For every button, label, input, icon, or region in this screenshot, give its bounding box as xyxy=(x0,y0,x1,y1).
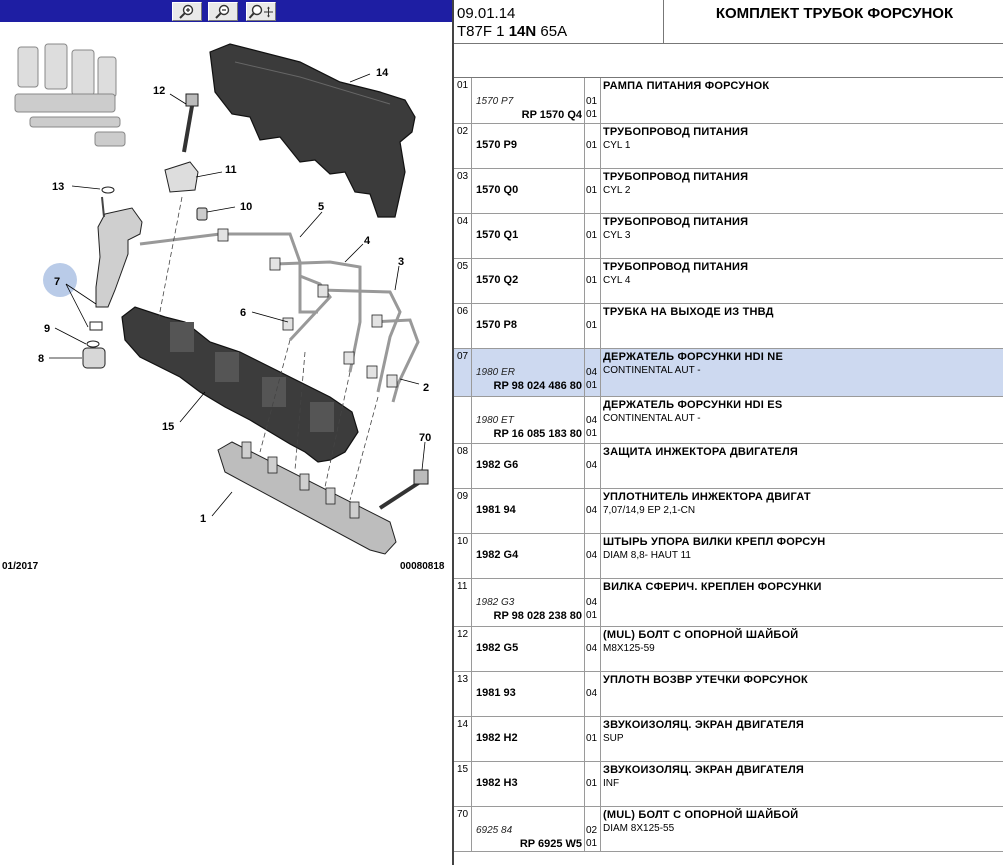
row-description xyxy=(601,444,1003,488)
row-quantity xyxy=(585,489,601,533)
row-quantity xyxy=(585,627,601,671)
zoom-toolbar xyxy=(0,0,452,22)
fuel-rail-part xyxy=(218,442,396,554)
callout-70[interactable]: 70 xyxy=(419,432,432,444)
row-reference xyxy=(472,762,585,806)
row-rp-reference[interactable]: RP 6925 W5 xyxy=(519,838,582,850)
row-reference xyxy=(472,169,585,213)
row-main-reference[interactable]: 1570 P8 xyxy=(476,319,517,331)
row-description xyxy=(601,169,1003,213)
row-number: 03 xyxy=(454,169,472,213)
row-number: 01 xyxy=(454,78,472,123)
row-number: 12 xyxy=(454,627,472,671)
row-number xyxy=(454,397,472,443)
row-qty-1: 04 xyxy=(586,460,598,471)
row-reference xyxy=(472,259,585,303)
row-alt-reference: 6925 84 xyxy=(476,825,513,836)
exploded-parts-diagram xyxy=(0,22,452,577)
row-reference xyxy=(472,807,585,851)
row-reference xyxy=(472,214,585,258)
row-subtitle: CYL 4 xyxy=(603,275,631,286)
row-number: 05 xyxy=(454,259,472,303)
row-description xyxy=(601,534,1003,578)
callout-2[interactable]: 2 xyxy=(423,382,430,394)
row-title: ТРУБОПРОВОД ПИТАНИЯ xyxy=(603,171,749,183)
parts-table xyxy=(454,78,1003,852)
parts-row[interactable] xyxy=(454,444,1003,489)
row-number: 06 xyxy=(454,304,472,348)
row-subtitle: M8X125-59 xyxy=(603,643,655,654)
row-title: ДЕРЖАТЕЛЬ ФОРСУНКИ HDI ES xyxy=(603,399,783,411)
row-quantity xyxy=(585,124,601,168)
row-title: ТРУБОПРОВОД ПИТАНИЯ xyxy=(603,261,749,273)
catalog-date: 09.01.14 xyxy=(457,5,516,22)
row-number: 14 xyxy=(454,717,472,761)
row-reference xyxy=(472,579,585,626)
row-main-reference[interactable]: 1570 Q2 xyxy=(476,274,519,286)
row-main-reference[interactable]: 1981 94 xyxy=(476,504,516,516)
row-quantity xyxy=(585,78,601,123)
zoom-out-icon xyxy=(214,4,232,19)
row-main-reference[interactable]: 1982 G4 xyxy=(476,549,519,561)
row-number: 11 xyxy=(454,579,472,626)
row-number: 08 xyxy=(454,444,472,488)
row-reference xyxy=(472,627,585,671)
row-qty-1: 04 xyxy=(586,415,598,426)
row-quantity xyxy=(585,259,601,303)
row-qty-1: 01 xyxy=(586,733,598,744)
row-title: ЗВУКОИЗОЛЯЦ. ЭКРАН ДВИГАТЕЛЯ xyxy=(603,719,804,731)
row-reference xyxy=(472,397,585,443)
row-title: ДЕРЖАТЕЛЬ ФОРСУНКИ HDI NE xyxy=(603,351,783,363)
row-alt-reference: 1982 G3 xyxy=(476,597,515,608)
callout-3[interactable]: 3 xyxy=(398,256,405,268)
parts-row[interactable] xyxy=(454,627,1003,672)
diagram-panel xyxy=(0,0,452,865)
parts-row[interactable] xyxy=(454,534,1003,579)
row-title: (MUL) БОЛТ С ОПОРНОЙ ШАЙБОЙ xyxy=(603,809,799,821)
row-main-reference[interactable]: 1982 G5 xyxy=(476,642,519,654)
row-subtitle: CYL 2 xyxy=(603,185,631,196)
parts-row[interactable] xyxy=(454,762,1003,807)
parts-row[interactable] xyxy=(454,169,1003,214)
parts-row[interactable] xyxy=(454,259,1003,304)
row-main-reference[interactable]: 1982 H3 xyxy=(476,777,518,789)
callout-5[interactable]: 5 xyxy=(318,201,325,213)
callout-6[interactable]: 6 xyxy=(240,307,247,319)
row-qty-2: 01 xyxy=(586,610,598,621)
row-subtitle: SUP xyxy=(603,733,624,744)
row-title: ВИЛКА СФЕРИЧ. КРЕПЛЕН ФОРСУНКИ xyxy=(603,581,822,593)
row-main-reference[interactable]: 1982 G6 xyxy=(476,459,519,471)
row-title: ШТЫРЬ УПОРА ВИЛКИ КРЕПЛ ФОРСУН xyxy=(603,536,826,548)
row-quantity xyxy=(585,762,601,806)
row-quantity xyxy=(585,579,601,626)
parts-row[interactable] xyxy=(454,214,1003,259)
row-title: УПЛОТНИТЕЛЬ ИНЖЕКТОРА ДВИГАТ xyxy=(603,491,811,503)
row-description xyxy=(601,579,1003,626)
row-qty-1: 01 xyxy=(586,320,598,331)
zoom-in-icon xyxy=(178,4,196,19)
row-reference xyxy=(472,672,585,716)
parts-row[interactable] xyxy=(454,489,1003,534)
header-spacer xyxy=(454,44,1003,78)
row-description xyxy=(601,762,1003,806)
row-quantity xyxy=(585,169,601,213)
callout-13[interactable]: 13 xyxy=(52,181,65,193)
row-description xyxy=(601,627,1003,671)
row-title: ТРУБОПРОВОД ПИТАНИЯ xyxy=(603,216,749,228)
row-reference xyxy=(472,78,585,123)
row-description xyxy=(601,214,1003,258)
row-quantity xyxy=(585,807,601,851)
row-description xyxy=(601,304,1003,348)
row-number: 09 xyxy=(454,489,472,533)
row-reference xyxy=(472,349,585,396)
row-quantity xyxy=(585,214,601,258)
row-main-reference[interactable]: 1570 Q1 xyxy=(476,229,519,241)
diagram-number: 00080818 xyxy=(400,561,445,572)
row-subtitle: INF xyxy=(603,778,620,789)
parts-row[interactable] xyxy=(454,579,1003,627)
row-qty-1: 04 xyxy=(586,643,598,654)
parts-row[interactable] xyxy=(454,397,1003,444)
row-reference xyxy=(472,304,585,348)
callout-14[interactable]: 14 xyxy=(376,67,389,79)
row-title: ЗВУКОИЗОЛЯЦ. ЭКРАН ДВИГАТЕЛЯ xyxy=(603,764,804,776)
row-qty-1: 01 xyxy=(586,185,598,196)
page-title: КОМПЛЕКТ ТРУБОК ФОРСУНОК xyxy=(664,0,1003,44)
row-qty-1: 04 xyxy=(586,597,598,608)
row-description xyxy=(601,124,1003,168)
callout-9[interactable]: 9 xyxy=(44,323,51,335)
row-description xyxy=(601,259,1003,303)
engine-thumbnail xyxy=(15,44,125,146)
zoom-pan-icon xyxy=(248,4,274,19)
row-number: 07 xyxy=(454,349,472,396)
row-description xyxy=(601,489,1003,533)
row-qty-1: 04 xyxy=(586,367,598,378)
parts-row[interactable] xyxy=(454,304,1003,349)
row-number: 13 xyxy=(454,672,472,716)
row-quantity xyxy=(585,534,601,578)
row-title: ТРУБОПРОВОД ПИТАНИЯ xyxy=(603,126,749,138)
zoom-pan-button[interactable] xyxy=(246,2,276,21)
callout-15[interactable]: 15 xyxy=(162,421,175,433)
row-title: УПЛОТН ВОЗВР УТЕЧКИ ФОРСУНОК xyxy=(603,674,808,686)
row-qty-2: 01 xyxy=(586,838,598,849)
row-qty-1: 04 xyxy=(586,688,598,699)
row-rp-reference[interactable]: RP 1570 Q4 xyxy=(521,109,582,121)
row-qty-2: 01 xyxy=(586,109,598,120)
row-qty-1: 04 xyxy=(586,550,598,561)
row-number: 70 xyxy=(454,807,472,851)
row-rp-reference[interactable]: RP 98 028 238 80 xyxy=(493,610,582,622)
row-subtitle: DIAM 8X125-55 xyxy=(603,823,675,834)
callout-12[interactable]: 12 xyxy=(153,85,166,97)
row-description xyxy=(601,349,1003,396)
row-reference xyxy=(472,717,585,761)
row-main-reference[interactable]: 1570 P9 xyxy=(476,139,517,151)
lower-shield-part xyxy=(122,307,358,462)
row-main-reference[interactable]: 1570 Q0 xyxy=(476,184,519,196)
row-subtitle: CYL 3 xyxy=(603,230,631,241)
row-alt-reference: 1570 P7 xyxy=(476,96,514,107)
row-description xyxy=(601,397,1003,443)
callout-4[interactable]: 4 xyxy=(364,235,371,247)
callout-11[interactable]: 11 xyxy=(225,164,237,176)
callout-8[interactable]: 8 xyxy=(38,353,45,365)
row-subtitle: CYL 1 xyxy=(603,140,631,151)
clamp-bolt-parts xyxy=(165,94,207,220)
parts-row[interactable] xyxy=(454,78,1003,124)
row-reference xyxy=(472,489,585,533)
row-subtitle: DIAM 8,8- HAUT 11 xyxy=(603,550,691,561)
row-quantity xyxy=(585,672,601,716)
row-quantity xyxy=(585,717,601,761)
parts-list-panel xyxy=(452,0,1003,865)
parts-row[interactable] xyxy=(454,672,1003,717)
parts-row[interactable] xyxy=(454,807,1003,852)
row-alt-reference: 1980 ER xyxy=(476,367,515,378)
row-rp-reference[interactable]: RP 98 024 486 80 xyxy=(493,380,582,392)
row-quantity xyxy=(585,349,601,396)
row-description xyxy=(601,672,1003,716)
row-qty-2: 01 xyxy=(586,380,598,391)
row-qty-1: 01 xyxy=(586,778,598,789)
row-title: ТРУБКА НА ВЫХОДЕ ИЗ ТНВД xyxy=(603,306,774,318)
row-alt-reference: 1980 ET xyxy=(476,415,514,426)
row-reference xyxy=(472,444,585,488)
row-number: 15 xyxy=(454,762,472,806)
row-reference xyxy=(472,534,585,578)
callout-7[interactable]: 7 xyxy=(54,276,61,288)
bolt-70-part xyxy=(380,470,428,508)
row-number: 10 xyxy=(454,534,472,578)
row-qty-1: 01 xyxy=(586,140,598,151)
zoom-in-button[interactable] xyxy=(172,2,202,21)
row-description xyxy=(601,78,1003,123)
row-qty-1: 02 xyxy=(586,825,598,836)
parts-row[interactable] xyxy=(454,124,1003,169)
row-subtitle: CONTINENTAL AUT - xyxy=(603,413,701,424)
row-number: 04 xyxy=(454,214,472,258)
row-qty-1: 01 xyxy=(586,96,598,107)
row-subtitle: CONTINENTAL AUT - xyxy=(603,365,701,376)
row-title: РАМПА ПИТАНИЯ ФОРСУНОК xyxy=(603,80,770,92)
row-qty-1: 01 xyxy=(586,230,598,241)
parts-row[interactable] xyxy=(454,349,1003,397)
row-reference xyxy=(472,124,585,168)
callout-10[interactable]: 10 xyxy=(240,201,253,213)
zoom-out-button[interactable] xyxy=(208,2,238,21)
row-description xyxy=(601,717,1003,761)
row-main-reference[interactable]: 1982 H2 xyxy=(476,732,518,744)
row-subtitle: 7,07/14,9 EP 2,1-CN xyxy=(603,505,696,516)
row-rp-reference[interactable]: RP 16 085 183 80 xyxy=(493,428,582,440)
diagram-date: 01/2017 xyxy=(2,561,39,572)
row-qty-1: 01 xyxy=(586,275,598,286)
row-quantity xyxy=(585,304,601,348)
parts-row[interactable] xyxy=(454,717,1003,762)
catalog-info xyxy=(454,0,664,44)
row-title: (MUL) БОЛТ С ОПОРНОЙ ШАЙБОЙ xyxy=(603,629,799,641)
row-quantity xyxy=(585,444,601,488)
row-number: 02 xyxy=(454,124,472,168)
row-title: ЗАЩИТА ИНЖЕКТОРА ДВИГАТЕЛЯ xyxy=(603,446,798,458)
row-qty-1: 04 xyxy=(586,505,598,516)
row-quantity xyxy=(585,397,601,443)
row-main-reference[interactable]: 1981 93 xyxy=(476,687,516,699)
row-qty-2: 01 xyxy=(586,428,598,439)
callout-1[interactable]: 1 xyxy=(200,513,207,525)
catalog-code: T87F 1 14N 65A xyxy=(457,23,568,40)
row-description xyxy=(601,807,1003,851)
